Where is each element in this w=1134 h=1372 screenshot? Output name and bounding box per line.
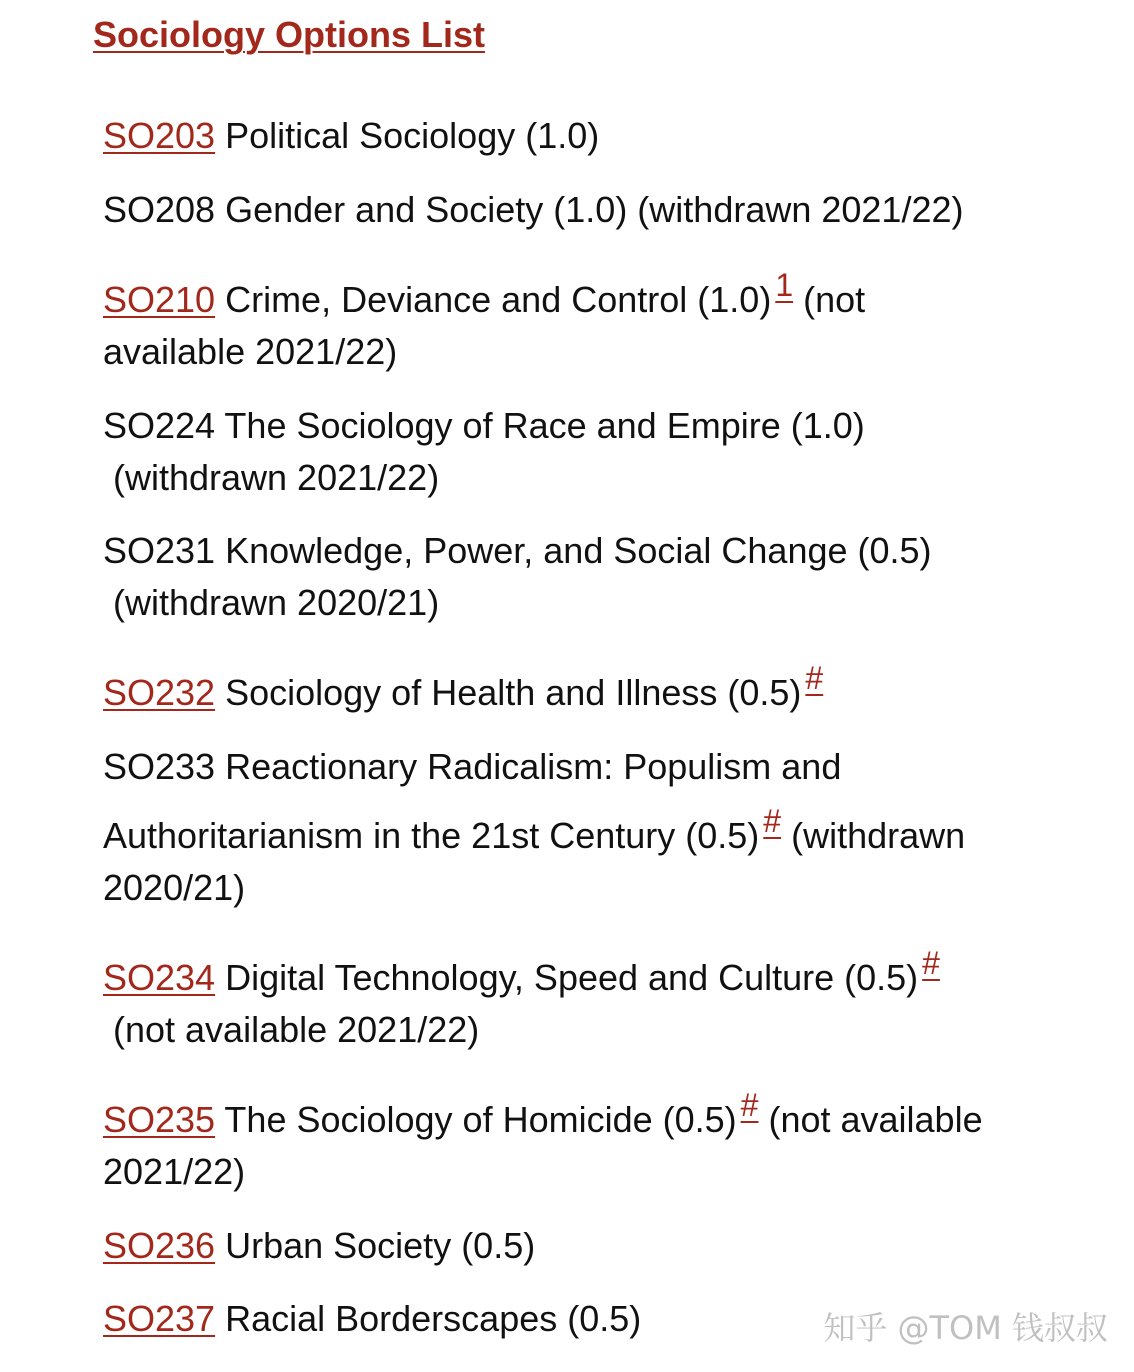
course-link-so234[interactable]: SO234 xyxy=(103,957,216,998)
course-code-so208: SO208 xyxy=(103,189,216,230)
list-item xyxy=(103,741,1093,914)
list-item xyxy=(103,1087,1093,1198)
course-title: The Sociology of Race and Empire (1.0) xyxy=(215,405,865,446)
footnote-link[interactable]: # xyxy=(805,660,824,696)
course-title: Gender and Society (1.0) (withdrawn 2021/22) xyxy=(215,189,964,230)
course-status: (not available 2021/22) xyxy=(113,1009,480,1050)
course-link-so232[interactable]: SO232 xyxy=(103,672,216,713)
course-title: Digital Technology, Speed and Culture (0.5) xyxy=(215,957,919,998)
course-status: (withdrawn xyxy=(781,815,966,856)
course-status: (not available xyxy=(758,1099,983,1140)
course-title: Urban Society (0.5) xyxy=(215,1225,536,1266)
course-status: (not xyxy=(793,279,866,320)
course-link-so210[interactable]: SO210 xyxy=(103,279,216,320)
course-status-continued: available 2021/22) xyxy=(103,331,398,372)
list-item xyxy=(103,110,1093,162)
course-title: Crime, Deviance and Control (1.0) xyxy=(215,279,772,320)
course-code-so231: SO231 xyxy=(103,530,216,571)
list-item xyxy=(103,660,1093,719)
course-title: Sociology of Health and Illness (0.5) xyxy=(215,672,802,713)
course-link-so236[interactable]: SO236 xyxy=(103,1225,216,1266)
list-item xyxy=(103,400,1093,504)
list-item xyxy=(103,267,1093,378)
course-link-so237[interactable]: SO237 xyxy=(103,1298,216,1339)
footnote-link[interactable]: # xyxy=(740,1087,759,1123)
course-title: Knowledge, Power, and Social Change (0.5) xyxy=(215,530,932,571)
list-item xyxy=(103,525,1093,629)
footnote-link[interactable]: # xyxy=(922,945,940,981)
course-link-so235[interactable]: SO235 xyxy=(103,1099,216,1140)
course-title-continued: Authoritarianism in the 21st Century (0.5) xyxy=(103,815,760,856)
course-code-so224: SO224 xyxy=(103,405,216,446)
footnote-link[interactable]: # xyxy=(763,803,782,839)
course-title: Racial Borderscapes (0.5) xyxy=(215,1298,642,1339)
course-status: (withdrawn 2021/22) xyxy=(113,457,440,498)
course-title: The Sociology of Homicide (0.5) xyxy=(215,1099,737,1140)
course-title: Political Sociology (1.0) xyxy=(215,115,600,156)
list-item xyxy=(103,184,1093,236)
course-status-continued: 2021/22) xyxy=(103,1151,246,1192)
page-heading[interactable]: Sociology Options List xyxy=(93,14,486,55)
watermark: 知乎 @TOM 钱叔叔 xyxy=(823,1309,1108,1347)
course-code-so233: SO233 xyxy=(103,746,216,787)
list-item xyxy=(103,1220,1093,1272)
course-link-so203[interactable]: SO203 xyxy=(103,115,216,156)
footnote-link[interactable]: 1 xyxy=(775,267,794,303)
list-item xyxy=(103,945,1093,1056)
course-status-continued: 2020/21) xyxy=(103,867,246,908)
course-status: (withdrawn 2020/21) xyxy=(113,582,440,623)
course-title: Reactionary Radicalism: Populism and xyxy=(215,746,842,787)
